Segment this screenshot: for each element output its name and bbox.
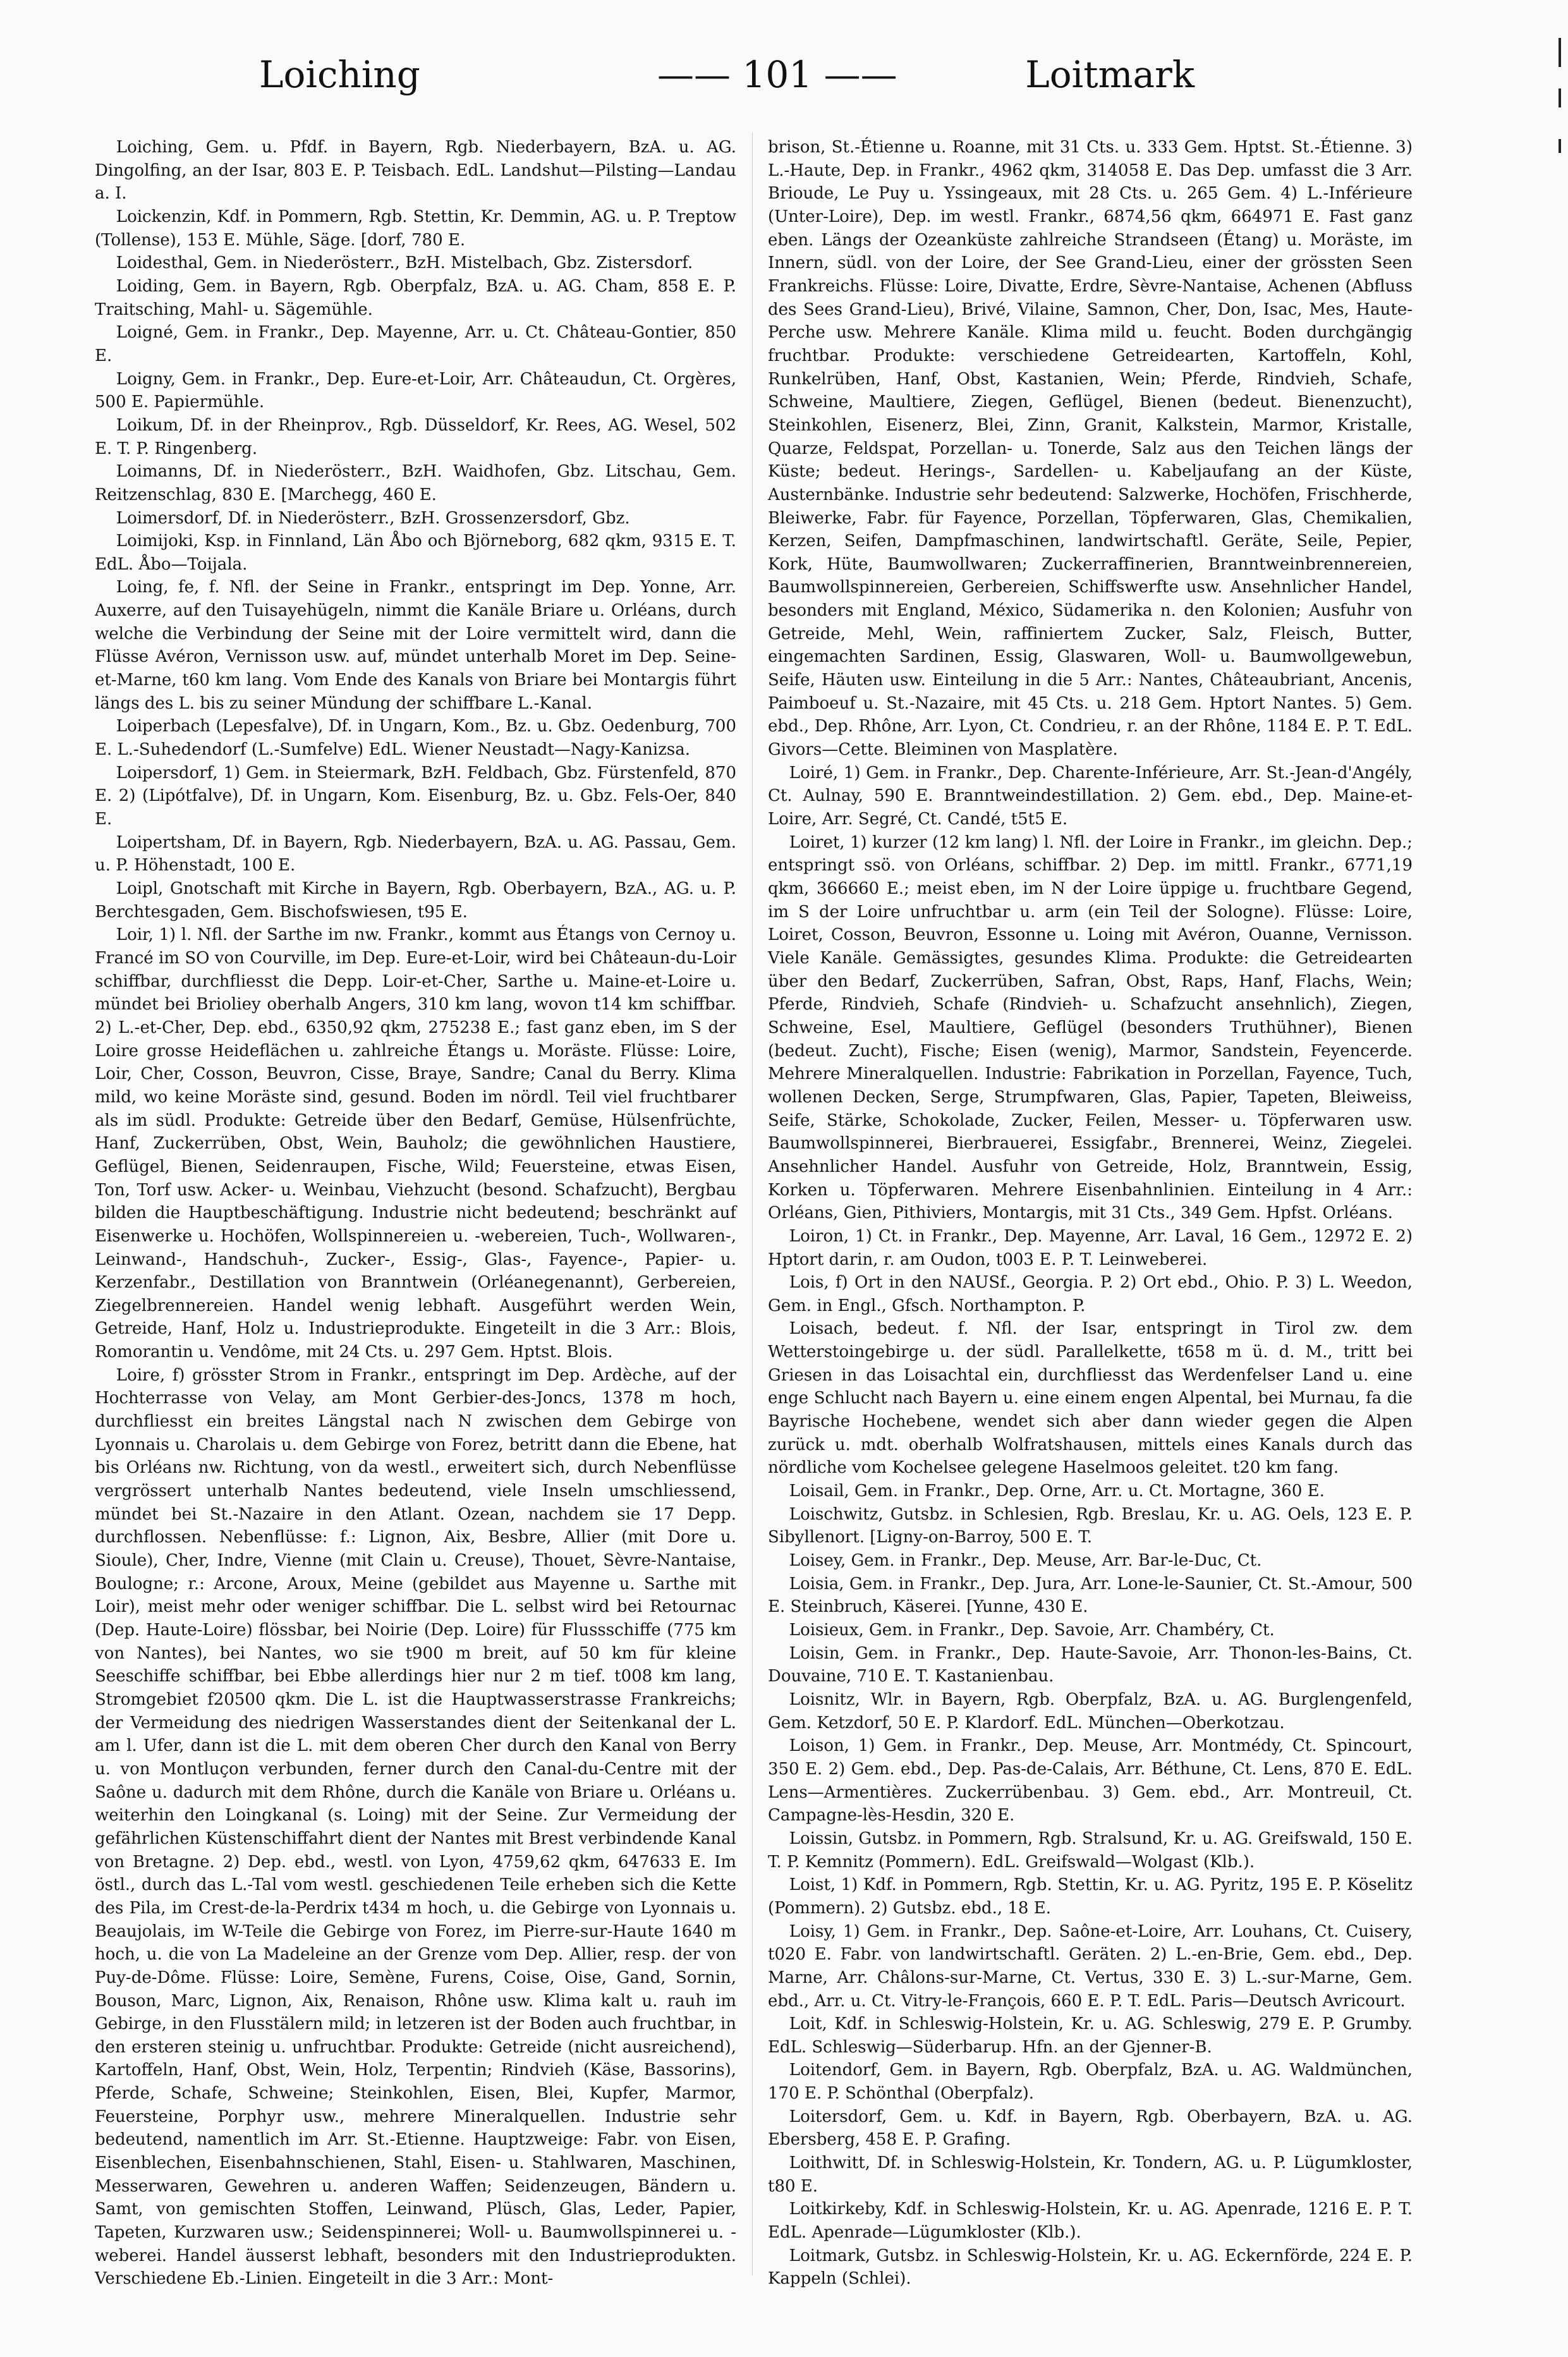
dictionary-entry: brison, St.-Étienne u. Roanne, mit 31 Cts. u. 333 Gem. Hptst. St.-Étienne. 3) L.-Haute, Dep. in Frankr., 4962 qkm, 314058 E. Das Dep. umfasst die 3 Arr. Brioude, Le Puy u. Yssingeaux, mit 28 Cts. u. 265 Gem. 4) L.-Inférieure (Unter-Loire), Dep. im westl. Frankr., 6874,56 qkm, 664971 E. Fast ganz eben. Längs der Ozeanküste zahlreiche Strandseen (Étang) u. Moräste, im Innern, südl. von der Loire, der See Grand-Lieu, einer der grössten Seen Frankreichs. Flüsse: Loire, Divatte, Erdre, Sèvre-Nantaise, Achenen (Abfluss des Sees Grand-Lieu), Brivé, Vilaine, Samnon, Cher, Don, Isac, Mes, Haute-Perche usw. Mehrere Kanäle. Klima mild u. feucht. Boden durchgängig fruchtbar. Produkte: verschiedene Getreidearten, Kartoffeln, Kohl, Runkelrüben, Hanf, Obst, Kastanien, Wein; Pferde, Rindvieh, Schafe, Schweine, Maultiere, Ziegen, Geflügel, Bienen (bedeut. Bienenzucht), Steinkohlen, Eisenerz, Blei, Zinn, Granit, Kalkstein, Marmor, Kristalle, Quarze, Feldspat, Porzellan- u. Tonerde, Salz aus den Teichen längs der Küste; bedeut. Herings-, Sardellen- u. Kabeljaufang an der Küste, Austernbänke. Industrie sehr bedeutend: Salzwerke, Hochöfen, Frischherde, Bleiwerke, Fabr. für Fayence, Porzellan, Töpferwaren, Glas, Chemikalien, Kerzen, Seifen, Dampfmaschinen, landwirtschaftl. Geräte, Seile, Pepier, Kork, Hüte, Baumwollwaren; Zuckerraffinerien, Branntweinbrennereien, Baumwollspinnereien, Gerbereien, Schiffswerfte usw. Ansehnlicher Handel, besonders mit England, México, Südamerika n. den Kolonien; Ausfuhr von Getreide, Mehl, Wein, raffiniertem Zucker, Salz, Fleisch, Butter, eingemachten Sardinen, Essig, Glaswaren, Woll- u. Baumwollgewebun, Seife, Häuten usw. Einteilung in die 5 Arr.: Nantes, Châteaubriant, Ancenis, Paimboeuf u. St.-Nazaire, mit 45 Cts. u. 218 Gem. Hptort Nantes. 5) Gem. ebd., Dep. Rhône, Arr. Lyon, Ct. Condrieu, r. an der Rhône, 1184 E. P. T. EdL. Givors—Cette. Bleiminen von Masplatère. — [768, 138, 1413, 760]
dictionary-entry: Loisin, Gem. in Frankr., Dep. Haute-Savoie, Arr. Thonon-les-Bains, Ct. Douvaine, 710 E. T. Kastanienbau. — [768, 1643, 1413, 1686]
edge-mark — [1559, 139, 1561, 153]
left-column — [95, 136, 736, 2291]
dictionary-entry: Loissin, Gutsbz. in Pommern, Rgb. Stralsund, Kr. u. AG. Greifswald, 150 E. T. P. Kemnitz (Pommern). EdL. Greifswald—Wolgast (Klb.). — [768, 1829, 1413, 1872]
dictionary-entry: Loickenzin, Kdf. in Pommern, Rgb. Stettin, Kr. Demmin, AG. u. P. Treptow (Tollense), 153 E. Mühle, Säge. [dorf, 780 E. — [95, 207, 736, 250]
dictionary-entry: Loimersdorf, Df. in Niederösterr., BzH. Grossenzersdorf, Gbz. — [116, 508, 630, 528]
dictionary-entry: Loitkirkeby, Kdf. in Schleswig-Holstein, Kr. u. AG. Apenrade, 1216 E. P. T. EdL. Apenrade—Lügumkloster (Klb.). — [768, 2200, 1413, 2243]
dictionary-entry: Loire, f) grösster Strom in Frankr., entspringt im Dep. Ardèche, auf der Hochterrasse von Velay, am Mont Gerbier-des-Joncs, 1378 m hoch, durchfliesst ein breites Längstal nach N zwischen dem Gebirge von Lyonnais u. Charolais u. dem Gebirge von Forez, betritt dann die Ebene, hat bis Orléans nw. Richtung, von da westl., erweitert sich, durch Nebenflüsse vergrössert unterhalb Nantes bedeutend, viele Inseln umschliessend, mündet bei St.-Nazaire in den Atlant. Ozean, nachdem sie 17 Depp. durchflossen. Nebenflüsse: f.: Lignon, Aix, Besbre, Allier (mit Dore u. Sioule), Cher, Indre, Vienne (mit Clain u. Creuse), Thouet, Sèvre-Nantaise, Boulogne; r.: Arcone, Aroux, Meine (gebildet aus Mayenne u. Sarthe mit Loir), meist mehr oder weniger schiffbar. Die L. selbst wird bei Retournac (Dep. Haute-Loire) flössbar, bei Noirie (Dep. Loire) für Flussschiffe (775 km von Nantes), bei Nantes, wo sie t900 m breit, auf 50 km für kleine Seeschiffe schiffbar, bei Ebbe allerdings hier nur 2 m tief. t008 km lang, Stromgebiet f20500 qkm. Die L. ist die Hauptwasserstrasse Frankreichs; der Vermeidung des niedrigen Wasserstandes dient der Seitenkanal der L. am l. Ufer, dann ist die L. mit dem oberen Cher durch den Kanal von Berry u. von Montluçon verbunden, ferner durch den Canal-du-Centre mit der Saône u. dadurch mit dem Rhône, durch die Kanäle von Briare u. Orléans u. weiterhin den Loingkanal (s. Loing) mit der Seine. Zur Vermeidung der gefährlichen Küstenschiffahrt dient der Nantes mit Brest verbindende Kanal von Bretagne. 2) Dep. ebd., westl. von Lyon, 4759,62 qkm, 647633 E. Im östl., durch das L.-Tal vom westl. geschiedenen Teile erheben sich die Kette des Pila, im Crest-de-la-Perdrix t434 m hoch, u. die Gebirge von Lyonnais u. Beaujolais, im W-Teile die Gebirge von Forez, im Pierre-sur-Haute 1640 m hoch, u. die von La Madeleine an der Grenze vom Dep. Allier, resp. der von Puy-de-Dôme. Flüsse: Loire, Semène, Furens, Coise, Oise, Gand, Sornin, Bouson, Marc, Lignon, Aix, Renaison, Rhône usw. Klima kalt u. rauh im Gebirge, in den Flusstälern mild; in letzeren ist der Boden auch fruchtbar, in den ersteren steinig u. unfruchtbar. Produkte: Getreide (nicht ausreichend), Kartoffeln, Hanf, Obst, Wein, Holz, Terpentin; Rindvieh (Käse, Bassorins), Pferde, Schafe, Schweine; Steinkohlen, Eisen, Blei, Kupfer, Marmor, Feuersteine, Porphyr usw., mehrere Mineralquellen. Industrie sehr bedeutend, namentlich im Arr. St.-Etienne. Hauptzweige: Fabr. von Eisen, Eisenblechen, Eisenbahnschienen, Stahl, Eisen- u. Stahlwaren, Maschinen, Messerwaren, Gewehren u. anderen Waffen; Seidenzeugen, Bändern u. Samt, von gemischten Stoffen, Leinwand, Plüsch, Glas, Leder, Papier, Tapeten, Kurzwaren usw.; Seidenspinnerei; Woll- u. Baumwollspinnerei u. -weberei. Handel äusserst lebhaft, besonders mit den Industrieprodukten. Verschiedene Eb.-Linien. Eingeteilt in die 3 Arr.: Mont- — [95, 1365, 736, 2289]
dictionary-entry: Loikum, Df. in der Rheinprov., Rgb. Düsseldorf, Kr. Rees, AG. Wesel, 502 E. T. P. Ringenberg. — [95, 415, 736, 458]
dictionary-entry: Loison, 1) Gem. in Frankr., Dep. Meuse, Arr. Montmédy, Ct. Spincourt, 350 E. 2) Gem. ebd., Dep. Pas-de-Calais, Arr. Béthune, Ct. Lens, 870 E. EdL. Lens—Armentières. Zuckerrübenbau. 3) Gem. ebd., Arr. Montreuil, Ct. Campagne-lès-Hesdin, 320 E. — [768, 1736, 1413, 1825]
dictionary-entry: Loiron, 1) Ct. in Frankr., Dep. Mayenne, Arr. Laval, 16 Gem., 12972 E. 2) Hptort darin, r. am Oudon, t003 E. P. T. Leinweberei. — [768, 1226, 1413, 1269]
dictionary-entry: Loiperbach (Lepesfalve), Df. in Ungarn, Kom., Bz. u. Gbz. Oedenburg, 700 E. L.-Suhedendorf (L.-Sumfelve) EdL. Wiener Neustadt—Nagy-Kanizsa. — [95, 717, 736, 760]
header-last-entry: Loitmark — [1025, 53, 1194, 96]
dictionary-entry: Loisach, bedeut. f. Nfl. der Isar, entspringt in Tirol zw. dem Wetterstoingebirge u. der südl. Parallelkette, t658 m ü. d. M., tritt bei Griesen in das Loisachtal ein, durchfliesst das Werdenfelser Land u. eine enge Schlucht nach Bayern u. eine einem engen Alpental, bei Murnau, fa die Bayrische Hochebene, wendet sich aber dann wieder gegen die Alpen zurück u. mdt. oberhalb Wolfratshausen, mittels eines Kanals durch das nördliche vom Kochelsee gelegene Haselmoos geleitet. t20 km fang. — [768, 1319, 1413, 1478]
dictionary-entry: Loiret, 1) kurzer (12 km lang) l. Nfl. der Loire in Frankr., im gleichn. Dep.; entspringt ssö. von Orléans, schiffbar. 2) Dep. im mittl. Frankr., 6771,19 qkm, 366660 E.; meist eben, im N der Loire üppige u. fruchtbare Gegend, im S der Loire unfruchtbar u. arm (ein Teil der Sologne). Flüsse: Loire, Loiret, Cosson, Beuvron, Essonne u. Loing mit Avéron, Ouanne, Vernisson. Viele Kanäle. Gemässigtes, gesundes Klima. Produkte: die Getreidearten über den Bedarf, Zuckerrüben, Safran, Obst, Raps, Hanf, Flachs, Wein; Pferde, Rindvieh, Schafe (Rindvieh- u. Schafzucht ansehnlich), Ziegen, Schweine, Esel, Maultiere, Geflügel (besonders Truthühner), Bienen (bedeut. Zucht), Fische; Eisen (wenig), Marmor, Sandstein, Feyencerde. Mehrere Mineralquellen. Industrie: Fabrikation in Porzellan, Fayence, Tuch, wollenen Decken, Serge, Strumpfwaren, Glas, Papier, Tapeten, Bleiweiss, Seife, Stärke, Schokolade, Zucker, Feilen, Messer- u. Töpferwaren usw. Baumwollspinnerei, Bierbrauerei, Essigfabr., Brennerei, Weinz, Ziegelei. Ansehnlicher Handel. Ausfuhr von Getreide, Holz, Branntwein, Essig, Korken u. Töpferwaren. Mehrere Eisenbahnlinien. Einteilung in 4 Arr.: Orléans, Gien, Pithiviers, Montargis, mit 31 Cts., 349 Gem. Hpfst. Orléans. — [768, 832, 1413, 1223]
dictionary-entry: Loit, Kdf. in Schleswig-Holstein, Kr. u. AG. Schleswig, 279 E. P. Grumby. EdL. Schleswig—Süderbarup. Hfn. an der Gjenner-B. — [768, 2014, 1413, 2057]
dictionary-entry: Loipertsham, Df. in Bayern, Rgb. Niederbayern, BzA. u. AG. Passau, Gem. u. P. Höhenstadt, 100 E. — [95, 832, 736, 875]
dictionary-entry: Loigny, Gem. in Frankr., Dep. Eure-et-Loir, Arr. Châteaudun, Ct. Orgères, 500 E. Papiermühle. — [95, 369, 736, 412]
dictionary-entry: Loiding, Gem. in Bayern, Rgb. Oberpfalz, BzA. u. AG. Cham, 858 E. P. Traitsching, Mahl- u. Sägemühle. — [95, 276, 736, 319]
page-number: —— 101 —— — [657, 53, 897, 96]
dictionary-entry: Loischwitz, Gutsbz. in Schlesien, Rgb. Breslau, Kr. u. AG. Oels, 123 E. P. Sibyllenort. [Ligny-on-Barroy, 500 E. T. — [768, 1504, 1413, 1547]
dictionary-entry: Loipl, Gnotschaft mit Kirche in Bayern, Rgb. Oberbayern, BzA., AG. u. P. Berchtesgaden, Gem. Bischofswiesen, t95 E. — [95, 879, 736, 922]
dictionary-entry: Loitmark, Gutsbz. in Schleswig-Holstein, Kr. u. AG. Eckernförde, 224 E. P. Kappeln (Schlei). — [768, 2246, 1413, 2289]
dictionary-entry: Loisnitz, Wlr. in Bayern, Rgb. Oberpfalz, BzA. u. AG. Burglengenfeld, Gem. Ketzdorf, 50 E. P. Klardorf. EdL. München—Oberkotzau. — [768, 1690, 1413, 1733]
dictionary-entry: Loisia, Gem. in Frankr., Dep. Jura, Arr. Lone-le-Saunier, Ct. St.-Amour, 500 E. Steinbruch, Käserei. [Yunne, 430 E. — [768, 1574, 1413, 1617]
column-divider — [752, 133, 753, 2275]
dictionary-entry: Loidesthal, Gem. in Niederösterr., BzH. Mistelbach, Gbz. Zistersdorf. — [116, 253, 693, 273]
right-column — [768, 136, 1413, 2291]
dictionary-entry: Loisail, Gem. in Frankr., Dep. Orne, Arr. u. Ct. Mortagne, 360 E. — [789, 1482, 1325, 1501]
edge-mark — [1559, 38, 1561, 67]
dictionary-entry: Loiching, Gem. u. Pfdf. in Bayern, Rgb. Niederbayern, BzA. u. AG. Dingolfing, an der Isar, 803 E. P. Teisbach. EdL. Landshut—Pilsting—Landau a. I. — [95, 138, 736, 204]
dictionary-entry: Loimijoki, Ksp. in Finnland, Län Åbo och Björneborg, 682 qkm, 9315 E. T. EdL. Åbo—Toijala. — [95, 532, 736, 574]
dictionary-entry: Loisy, 1) Gem. in Frankr., Dep. Saône-et-Loire, Arr. Louhans, Ct. Cuisery, t020 E. Fabr. von landwirtschaftl. Geräten. 2) L.-en-Brie, Gem. ebd., Dep. Marne, Arr. Châlons-sur-Marne, Ct. Vertus, 330 E. 3) L.-sur-Marne, Gem. ebd., Arr. u. Ct. Vitry-le-François, 660 E. P. T. EdL. Paris—Deutsch Avricourt. — [768, 1922, 1413, 2011]
dictionary-entry: Loitendorf, Gem. in Bayern, Rgb. Oberpfalz, BzA. u. AG. Waldmünchen, 170 E. P. Schönthal (Oberpfalz). — [768, 2061, 1413, 2104]
dictionary-entry: Loithwitt, Df. in Schleswig-Holstein, Kr. Tondern, AG. u. P. Lügumkloster, t80 E. — [768, 2153, 1413, 2196]
dictionary-entry: Loisieux, Gem. in Frankr., Dep. Savoie, Arr. Chambéry, Ct. — [789, 1621, 1275, 1640]
edge-mark — [1559, 88, 1561, 107]
dictionary-entry: Loitersdorf, Gem. u. Kdf. in Bayern, Rgb. Oberbayern, BzA. u. AG. Ebersberg, 458 E. P. Grafing. — [768, 2107, 1413, 2150]
dictionary-entry: Loisey, Gem. in Frankr., Dep. Meuse, Arr. Bar-le-Duc, Ct. — [789, 1551, 1262, 1571]
header-first-entry: Loiching — [259, 53, 420, 96]
dictionary-entry: Loiré, 1) Gem. in Frankr., Dep. Charente-Inférieure, Arr. St.-Jean-d'Angély, Ct. Aulnay, 590 E. Branntweindestillation. 2) Gem. ebd., Dep. Maine-et-Loire, Arr. Segré, Ct. Candé, t5t5 E. — [768, 763, 1413, 829]
page-header — [253, 53, 1201, 110]
dictionary-entry: Loing, fe, f. Nfl. der Seine in Frankr., entspringt im Dep. Yonne, Arr. Auxerre, auf den Tuisayehügeln, nimmt die Kanäle Briare u. Orléans, durch welche die Verbindung der Seine mit der Loire vermittelt wird, dann die Flüsse Avéron, Vernisson usw. auf, mündet unterhalb Moret im Dep. Seine-et-Marne, t60 km lang. Vom Ende des Kanals von Briare bei Montargis führt längs des L. bis zu seiner Mündung der schiffbare L.-Kanal. — [95, 578, 736, 713]
dictionary-entry: Loir, 1) l. Nfl. der Sarthe im nw. Frankr., kommt aus Étangs von Cernoy u. Francé im SO von Courville, im Dep. Eure-et-Loir, wird bei Châteaun-du-Loir schiffbar, durchfliesst die Depp. Loir-et-Cher, Sarthe u. Maine-et-Loire u. mündet bei Brioliey oberhalb Angers, 310 km lang, wovon t14 km schiffbar. 2) L.-et-Cher, Dep. ebd., 6350,92 qkm, 275238 E.; fast ganz eben, im S der Loire grosse Heideflächen u. zahlreiche Étangs u. Moräste. Flüsse: Loire, Loir, Cher, Cosson, Beuvron, Cisse, Braye, Sandre; Canal du Berry. Klima mild, wo keine Moräste sind, gesund. Boden im nördl. Teil viel fruchtbarer als im südl. Produkte: Getreide über den Bedarf, Gemüse, Hülsenfrüchte, Hanf, Zuckerrüben, Obst, Wein, Bauholz; die gewöhnlichen Haustiere, Geflügel, Bienen, Seidenraupen, Fische, Wild; Feuersteine, etwas Eisen, Ton, Torf usw. Acker- u. Weinbau, Viehzucht (besond. Schafzucht), Bergbau bilden die Hauptbeschäftigung. Industrie nicht bedeutend; beschränkt auf Eisenwerke u. Hochöfen, Wollspinnereien u. -webereien, Tuch-, Wollwaren-, Leinwand-, Handschuh-, Zucker-, Essig-, Glas-, Fayence-, Papier- u. Kerzenfabr., Destillation von Branntwein (Orléanegenannt), Gerbereien, Ziegelbrennereien. Handel wenig lebhaft. Ausgeführt werden Wein, Getreide, Hanf, Holz u. Industrieprodukte. Eingeteilt in die 3 Arr.: Blois, Romorantin u. Vendôme, mit 24 Cts. u. 297 Gem. Hptst. Blois. — [95, 925, 736, 1362]
dictionary-entry: Loipersdorf, 1) Gem. in Steiermark, BzH. Feldbach, Gbz. Fürstenfeld, 870 E. 2) (Lipótfalve), Df. in Ungarn, Kom. Eisenburg, Bz. u. Gbz. Fels-Oer, 840 E. — [95, 763, 736, 829]
dictionary-entry: Loist, 1) Kdf. in Pommern, Rgb. Stettin, Kr. u. AG. Pyritz, 195 E. P. Köselitz (Pommern). 2) Gutsbz. ebd., 18 E. — [768, 1875, 1413, 1918]
dictionary-entry: Loimanns, Df. in Niederösterr., BzH. Waidhofen, Gbz. Litschau, Gem. Reitzenschlag, 830 E. [Marchegg, 460 E. — [95, 462, 736, 504]
dictionary-entry: Loigné, Gem. in Frankr., Dep. Mayenne, Arr. u. Ct. Château-Gontier, 850 E. — [95, 323, 736, 365]
dictionary-entry: Lois, f) Ort in den NAUSf., Georgia. P. 2) Ort ebd., Ohio. P. 3) L. Weedon, Gem. in Engl., Gfsch. Northampton. P. — [768, 1273, 1413, 1315]
